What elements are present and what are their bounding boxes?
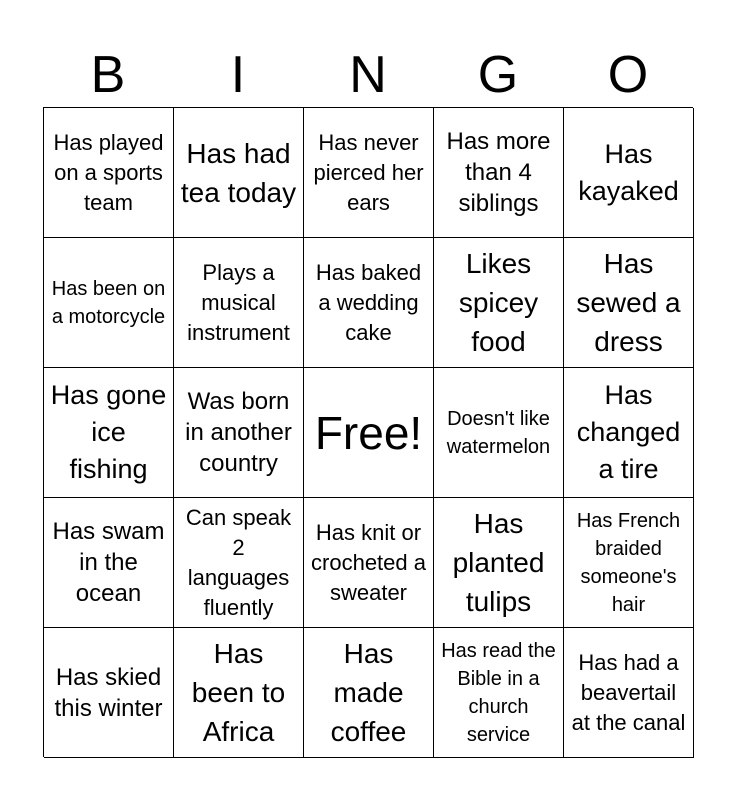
cell-text: Likes spicey food [458, 248, 539, 357]
cell-text: Has French braided someone's hair [576, 509, 681, 616]
bingo-header [43, 44, 693, 106]
bingo-cell[interactable] [304, 498, 434, 628]
header-letter-g: G [477, 46, 519, 104]
cell-text: Has had tea today [180, 137, 297, 208]
cell-text: Has gone ice fishing [50, 380, 167, 484]
bingo-cell[interactable] [304, 628, 434, 758]
free-space-text: Free! [314, 406, 423, 459]
header-letter-n: N [349, 46, 387, 104]
cell-text: Plays a musical instrument [187, 259, 290, 345]
bingo-cell[interactable] [564, 498, 694, 628]
bingo-cell[interactable] [44, 628, 174, 758]
bingo-cell[interactable] [44, 368, 174, 498]
bingo-cell[interactable] [434, 628, 564, 758]
cell-text: Has planted tulips [452, 508, 545, 617]
bingo-cell[interactable] [564, 628, 694, 758]
bingo-cell[interactable] [304, 108, 434, 238]
bingo-cell[interactable] [44, 238, 174, 368]
bingo-cell[interactable] [434, 498, 564, 628]
header-letter-i: I [230, 46, 246, 104]
cell-text: Can speak 2 languages fluently [185, 504, 292, 620]
bingo-cell[interactable] [174, 108, 304, 238]
cell-text: Has sewed a dress [576, 248, 681, 357]
cell-text: Has kayaked [578, 138, 679, 206]
cell-text: Has swam in the ocean [52, 518, 165, 607]
header-letter-b: B [90, 46, 126, 104]
cell-text: Has more than 4 siblings [446, 128, 551, 217]
bingo-cell[interactable] [44, 498, 174, 628]
cell-text: Has baked a wedding cake [315, 259, 422, 345]
bingo-cell[interactable] [304, 238, 434, 368]
cell-text: Has never pierced her ears [313, 129, 424, 215]
bingo-cell[interactable] [174, 628, 304, 758]
cell-text: Has made coffee [330, 638, 407, 747]
cell-text: Has played on a sports team [53, 129, 164, 215]
cell-text: Has had a beavertail at the canal [571, 649, 686, 735]
cell-text: Has been to Africa [191, 638, 286, 747]
bingo-cell[interactable] [564, 108, 694, 238]
cell-text: Has read the Bible in a church service [441, 639, 556, 746]
cell-text: Has changed a tire [576, 380, 681, 484]
bingo-card-grid [43, 107, 693, 757]
bingo-cell[interactable] [174, 368, 304, 498]
bingo-cell[interactable] [434, 108, 564, 238]
bingo-cell[interactable] [174, 498, 304, 628]
bingo-cell[interactable] [434, 368, 564, 498]
bingo-cell[interactable] [434, 238, 564, 368]
cell-text: Was born in another country [185, 388, 292, 477]
bingo-cell[interactable] [44, 108, 174, 238]
header-letter-o: O [607, 46, 649, 104]
bingo-cell[interactable] [174, 238, 304, 368]
bingo-cell[interactable] [564, 238, 694, 368]
cell-text: Doesn't like watermelon [446, 407, 551, 458]
bingo-cell[interactable] [564, 368, 694, 498]
cell-text: Has skied this winter [54, 663, 163, 722]
free-space-cell[interactable] [304, 368, 434, 498]
cell-text: Has knit or crocheted a sweater [311, 519, 426, 605]
cell-text: Has been on a motorcycle [51, 277, 166, 328]
